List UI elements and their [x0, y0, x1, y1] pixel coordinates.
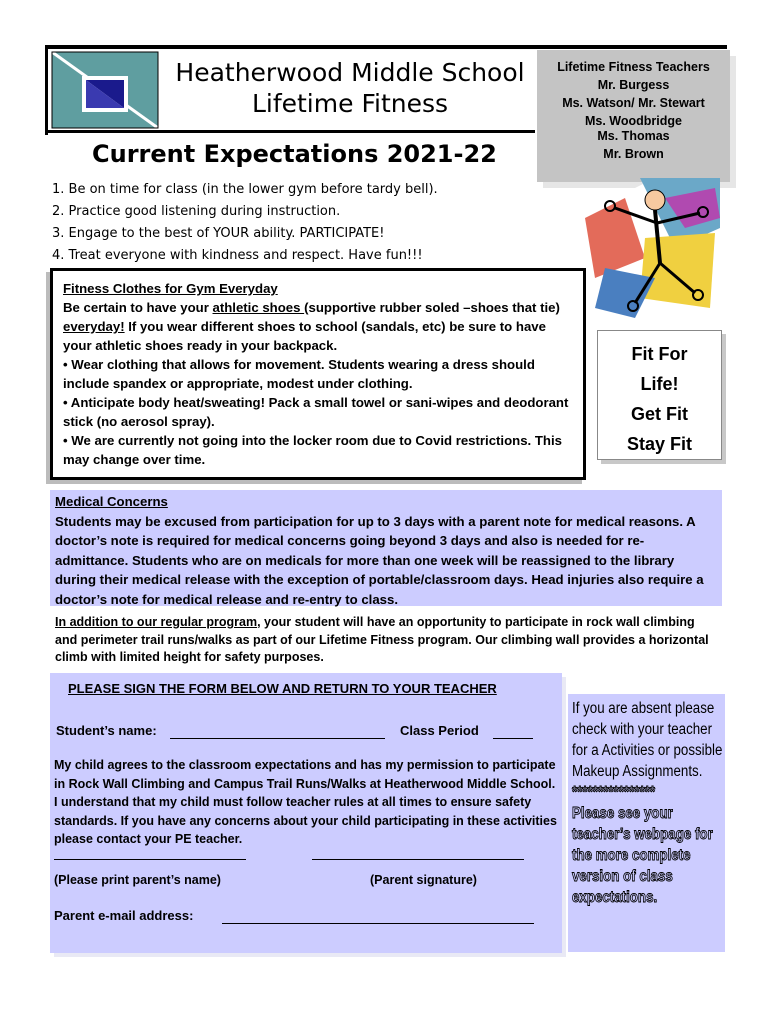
medical-heading: Medical Concerns: [55, 494, 168, 509]
regular-body: , your student will have an opportunity to participate in rock wall climbing and perimeter trail runs/walks as part of our Lifetime Fitness program. Our climbing wall provides a horizontal climb with limited height for safety purposes.: [55, 615, 709, 664]
permission-agreement: My child agrees to the classroom expectations and has my permission to participate in Rock Wall Climbing and Campus Trail Runs/Walks at Heatherwood Middle School. I understand that my child must follow teacher rules at all times to ensure safety standards. If you have any concerns about your child participating in these activities please contact your PE teacher.: [54, 758, 557, 846]
parent-email-field[interactable]: [222, 923, 534, 924]
permission-form: [50, 673, 562, 953]
parent-name-field[interactable]: [54, 859, 246, 860]
school-title: Heatherwood Middle School: [175, 58, 525, 87]
parent-signature-label: (Parent signature): [370, 873, 477, 887]
header-left-rule: [45, 45, 48, 135]
expectations-heading: Current Expectations 2021-22: [92, 140, 497, 168]
fit-line: Fit For: [631, 344, 688, 364]
teacher-name: Ms. Woodbridge: [585, 114, 682, 128]
medical-body: Students may be excused from participation for up to 3 days with a parent note for medical reasons. A doctor’s note is required for medical concerns going beyond 3 days and also is needed for re-admittance. Students who are on medicals for more than one week will be reassigned to the library during their medical release with the exception of portable/classroom days. Head injuries also require a doctor’s note for medical release and re-entry to class.: [55, 513, 704, 607]
clothes-shoes-paragraph: [63, 298, 573, 355]
clothes-bullet: • Anticipate body heat/sweating! Pack a small towel or sani-wipes and deodorant stick (no aerosol spray).: [63, 395, 569, 429]
teachers-heading: Lifetime Fitness Teachers: [557, 60, 710, 74]
teachers-box: [537, 50, 730, 182]
fitness-clothes-box: [50, 268, 586, 480]
clothes-bullet: • We are currently not going into the locker room due to Covid restrictions. This may change over time.: [63, 433, 562, 467]
teacher-name: Ms. Watson/ Mr. Stewart: [562, 96, 705, 110]
header-top-rule: [45, 45, 727, 49]
school-logo-icon: [50, 50, 160, 130]
student-name-label: Student’s name:: [56, 723, 157, 738]
clothes-text: everyday!: [63, 319, 125, 334]
absent-text: If you are absent please check with your teacher for a Activities or possible Makeup Assignments.: [572, 700, 723, 780]
fit-line: Stay Fit: [626, 434, 692, 454]
teacher-name: Mr. Brown: [603, 147, 664, 161]
clothes-heading: Fitness Clothes for Gym Everyday: [63, 281, 278, 296]
absent-stars: ****************: [572, 784, 656, 801]
parent-name-label: (Please print parent’s name): [54, 873, 221, 887]
class-period-field[interactable]: [493, 738, 533, 739]
clothes-bullet: • Wear clothing that allows for movement. Students wearing a dress should include spandex or appropriate, modest under clothing.: [63, 357, 535, 391]
course-title: Lifetime Fitness: [251, 89, 449, 118]
regular-lead: In addition to our regular program: [55, 615, 258, 629]
teacher-name: Mr. Burgess: [597, 78, 670, 92]
rule-item: 2. Practice good listening during instruction.: [52, 204, 341, 219]
teacher-name: Ms. Thomas: [597, 129, 670, 143]
form-heading: PLEASE SIGN THE FORM BELOW AND RETURN TO YOUR TEACHER: [68, 681, 497, 696]
rule-item: 4. Treat everyone with kindness and respect. Have fun!!!: [52, 248, 423, 263]
absent-webpage-note: Please see your teacher’s webpage for the more complete version of class expectations.: [572, 805, 713, 906]
class-period-label: Class Period: [400, 723, 479, 738]
fit-line: Get Fit: [631, 404, 688, 424]
regular-program-text: [55, 614, 715, 667]
parent-signature-field[interactable]: [312, 859, 524, 860]
clothes-text: athletic shoes: [212, 300, 305, 315]
clothes-text: If you wear different shoes to school (sandals, etc) be sure to have your athletic shoes ready in your backpack.: [63, 319, 546, 353]
clothes-text: (supportive rubber soled –shoes that tie): [304, 300, 560, 315]
student-name-field[interactable]: [170, 738, 385, 739]
parent-email-label: Parent e-mail address:: [54, 908, 194, 923]
fit-for-life-box: [597, 330, 722, 460]
fit-line: Life!: [640, 374, 679, 394]
dancer-illustration: [585, 178, 720, 318]
absent-info-box: [568, 694, 725, 952]
header-bottom-rule: [48, 130, 535, 133]
rule-item: 1. Be on time for class (in the lower gym before tardy bell).: [52, 182, 438, 197]
rule-item: 3. Engage to the best of YOUR ability. PARTICIPATE!: [52, 226, 385, 241]
medical-concerns-box: [50, 490, 722, 606]
clothes-text: Be certain to have your: [63, 300, 213, 315]
